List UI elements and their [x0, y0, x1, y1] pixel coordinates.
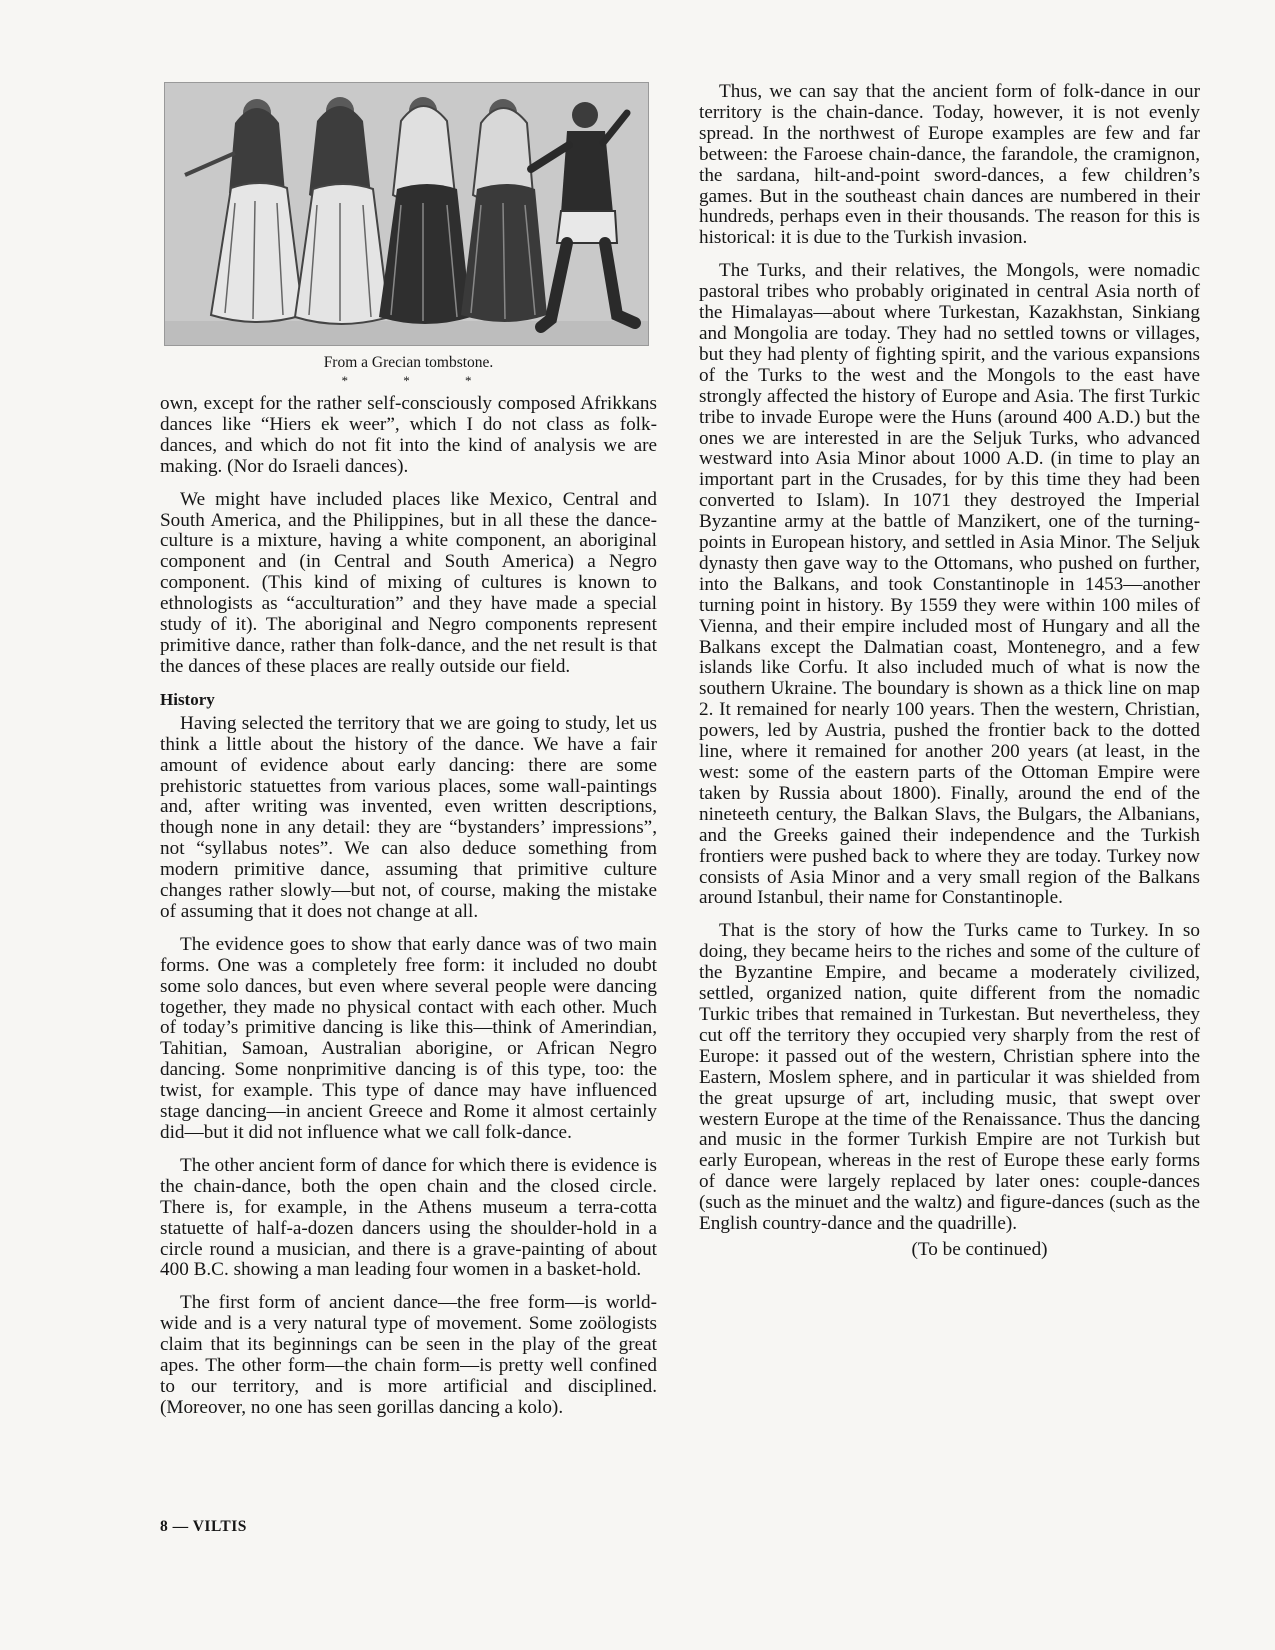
- paragraph: The first form of ancient dance—the free form—is world-wide and is a very natural type of movement. Some zoölogists claim that its beginnings can be seen in the play of the great apes. The other form—the chain form—is pretty well confined to our territory, and is more artificial and disciplined. (Moreover, no one has seen gorillas dancing a kolo).: [160, 1292, 657, 1418]
- dancers-illustration: [165, 83, 648, 345]
- grecian-tombstone-illustration: [164, 82, 649, 346]
- left-column: [160, 82, 657, 1431]
- paragraph: We might have included places like Mexico, Central and South America, and the Philippines, but in all these the dance-culture is a mixture, having a white component, an aboriginal component and (in Central and South America) a Negro component. (This kind of mixing of cultures is known to ethnologists as “acculturation” and they have made a special study of it). The aboriginal and Negro components represent primitive dance, rather than folk-dance, and the net result is that the dances of these places are really outside our field.: [160, 488, 657, 677]
- page-footer: 8 — VILTIS: [160, 1518, 247, 1535]
- paragraph: The evidence goes to show that early dance was of two main forms. One was a completely free form: it included no doubt some solo dances, but even where several people were dancing together, they made no physical contact with each other. Much of today’s primitive dancing is like this—think of Amerindian, Tahitian, Samoan, Australian aborigine, or African Negro dancing. Some nonprimitive dancing is of this type, too: the twist, for example. This type of dance may have influenced stage dancing—in ancient Greece and Rome it almost certainly did—but it did not influence what we call folk-dance.: [160, 933, 657, 1143]
- figure-caption: From a Grecian tombstone.: [323, 354, 494, 371]
- right-column: [699, 82, 1200, 1260]
- figure: [160, 82, 657, 388]
- paragraph: The Turks, and their relatives, the Mongols, were nomadic pastoral tribes who probably originated in central Asia north of the Himalayas—about where Turkestan, Kazakhstan, Sinkiang and Mongolia are today. They had no settled towns or villages, but they had plenty of fighting spirit, and the various expansions of the Turks to the west and the Mongols to the east have strongly affected the history of Europe and Asia. The first Turkic tribe to invade Europe were the Huns (around 400 A.D.) but the ones we are interested in are the Seljuk Turks, who advanced westward into Asia Minor about 1000 A.D. (in time to play an important part in the Crusades, for by this time they had been converted to Islam). In 1071 they destroyed the Imperial Byzantine army at the battle of Manzikert, one of the turning-points in European history, and settled in Asia Minor. The Seljuk dynasty then gave way to the Ottomans, who pushed on further, into the Balkans, and took Constantinople in 1453—another turning point in history. By 1559 they were within 100 miles of Vienna, and their empire included most of Hungary and all the Balkans except the Dalmatian coast, Montenegro, and a few islands like Corfu. It also included much of what is now the southern Ukraine. The boundary is shown as a thick line on map 2. It remained for nearly 100 years. Then the western, Christian, powers, led by Austria, pushed the frontier back to the dotted line, where it remained for another 200 years (at least, in the west: some of the eastern parts of the Ottoman Empire were taken by Russia about 1800). Finally, around the end of the nineteeth century, the Balkan Slavs, the Bulgars, the Albanians, and the Greeks gained their independence and the Turkish frontiers were pushed back to where they are today. Turkey now consists of Asia Minor and a very small region of the Balkans around Istanbul, their name for Constantinople.: [699, 260, 1200, 909]
- paragraph: Having selected the territory that we are going to study, let us think a little about the history of the dance. We have a fair amount of evidence about early dancing: there are some prehistoric statuettes from various places, some wall-paintings and, after writing was invented, even written descriptions, though none in any detail: they are “bystanders’ impressions”, not “syllabus notes”. We can also deduce something from modern primitive dance, assuming that primitive culture changes rather slowly—but not, of course, making the mistake of assuming that it does not change at all.: [160, 712, 657, 922]
- continued-note: (To be continued): [911, 1238, 1048, 1260]
- paragraph: That is the story of how the Turks came to Turkey. In so doing, they became heirs to the riches and some of the culture of the Byzantine Empire, and became a moderately civilized, settled, organized nation, quite different from the nomadic Turkic tribes that remained in Turkestan. But nevertheless, they cut off the territory they occupied very sharply from the rest of Europe: it passed out of the western, Christian sphere into the Eastern, Moslem sphere, and in particular it was shielded from the great upsurge of art, including music, that swept over western Europe at the time of the Renaissance. Thus the dancing and music in the former Turkish Empire are not Turkish but early European, whereas in the rest of Europe these early forms of dance were largely replaced by later ones: couple-dances (such as the minuet and the waltz) and figure-dances (such as the English country-dance and the quadrille).: [699, 920, 1200, 1235]
- section-heading: History: [160, 689, 215, 709]
- section-separator: * * *: [341, 373, 498, 388]
- paragraph: own, except for the rather self-consciously composed Afrikkans dances like “Hiers ek weer”, which I do not class as folk-dances, and which do not fit into the kind of analysis we are making. (Nor do Israeli dances).: [160, 393, 657, 477]
- paragraph: Thus, we can say that the ancient form of folk-dance in our territory is the chain-dance. Today, however, it is not evenly spread. In the northwest of Europe examples are few and far between: the Faroese chain-dance, the farandole, the cramignon, the sardana, hilt-and-point sword-dances, a few children’s games. But in the southeast chain dances are numbered in their hundreds, perhaps even in their thousands. The reason for this is historical: it is due to the Turkish invasion.: [699, 81, 1200, 249]
- paragraph: The other ancient form of dance for which there is evidence is the chain-dance, both the open chain and the closed circle. There is, for example, in the Athens museum a terra-cotta statuette of half-a-dozen dancers using the shoulder-hold in a circle round a musician, and there is a grave-painting of about 400 B.C. showing a man leading four women in a basket-hold.: [160, 1154, 657, 1281]
